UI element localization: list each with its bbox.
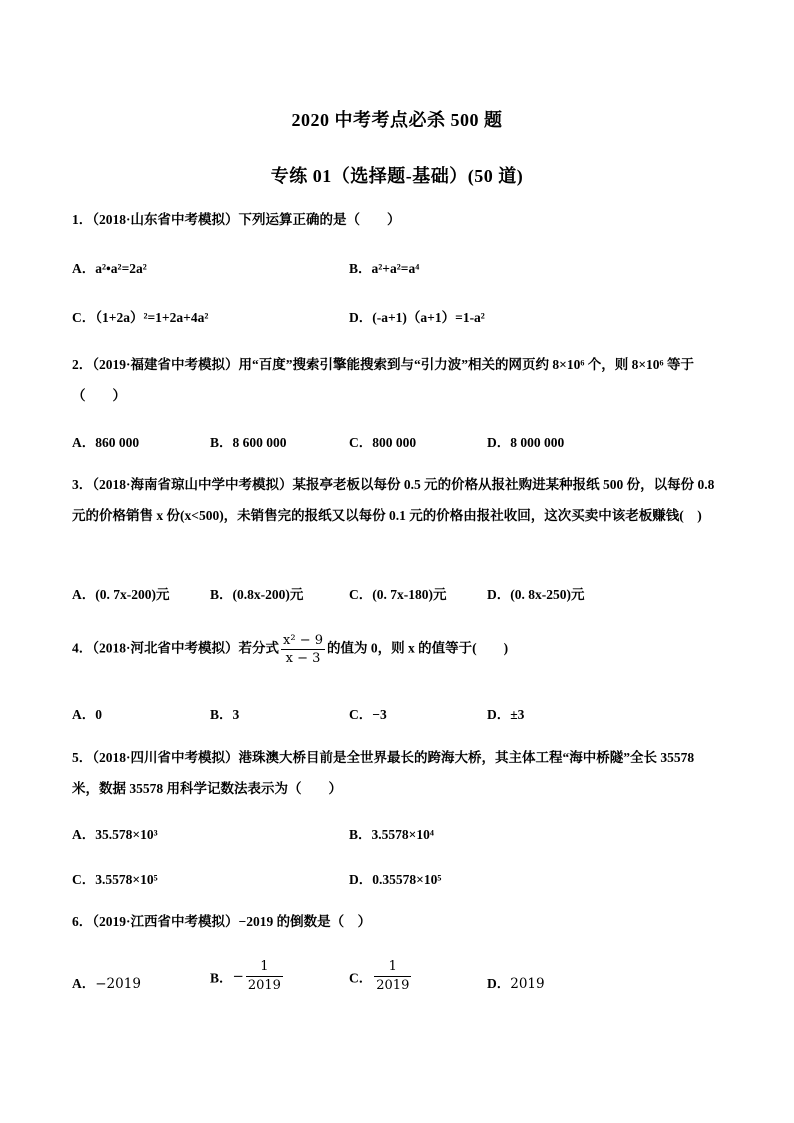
- document-subtitle: 专练 01（选择题-基础）(50 道): [270, 166, 524, 186]
- option-letter: A．: [72, 976, 96, 991]
- question-5-option-d: D．0.35578×10⁵: [349, 872, 442, 887]
- question-2-stem: 2．（2019·福建省中考模拟）用“百度”搜索引擎能搜索到与“引力波”相关的网页约 8×10⁶ 个，则 8×10⁶ 等于（ ）: [72, 357, 694, 403]
- question-4-fraction: [281, 632, 325, 667]
- question-4-option-d: D．±3: [487, 707, 525, 722]
- question-4-stem-post: 的值为 0，则 x 的值等于( ): [327, 640, 509, 656]
- option-letter: B．: [210, 970, 233, 986]
- question-6-option-d: [487, 972, 545, 992]
- option-fraction: [374, 958, 411, 995]
- fraction-denominator: 2019: [376, 978, 410, 993]
- option-value: 2019: [510, 976, 545, 992]
- question-5-stem: 5．（2018·四川省中考模拟）港珠澳大桥目前是全世界最长的跨海大桥，其主体工程“海中桥隧”全长 35578 米，数据 35578 用科学记数法表示为（ ）: [72, 750, 695, 796]
- question-5-option-a: A．35.578×10³: [72, 827, 158, 842]
- question-1-option-b: B．a²+a²=a⁴: [349, 261, 420, 276]
- question-6-stem: 6．（2019·江西省中考模拟）−2019 的倒数是（ ）: [72, 914, 372, 929]
- option-fraction: [246, 958, 283, 995]
- fraction-denominator: 2019: [247, 978, 281, 993]
- question-6-option-c: [349, 958, 413, 995]
- fraction-denominator: x − 3: [281, 649, 325, 667]
- question-1-option-a: A．a²•a²=2a²: [72, 261, 147, 276]
- question-1-stem: 1．（2018·山东省中考模拟）下列运算正确的是（ ）: [72, 212, 401, 227]
- fraction-numerator: 1: [388, 959, 397, 974]
- question-2-option-b: B．8 600 000: [210, 435, 287, 450]
- question-4-option-b: B．3: [210, 707, 240, 722]
- option-letter: D．: [487, 976, 511, 991]
- question-4-option-c: C．−3: [349, 707, 387, 722]
- question-2-option-c: C．800 000: [349, 435, 417, 450]
- question-6-option-a: [72, 972, 141, 992]
- document-title: 2020 中考考点必杀 500 题: [291, 110, 503, 130]
- fraction-numerator: x² − 9: [283, 633, 323, 648]
- question-3-option-b: B．(0.8x-200)元: [210, 587, 304, 602]
- question-3-option-a: A．(0. 7x-200)元: [72, 587, 170, 602]
- fraction-numerator: 1: [260, 959, 269, 974]
- question-3-option-d: D．(0. 8x-250)元: [487, 587, 585, 602]
- question-1-option-c: C．（1+2a）²=1+2a+4a²: [72, 310, 209, 325]
- question-3-stem: 3．（2018·海南省琼山中学中考模拟）某报亭老板以每份 0.5 元的价格从报社购进某种报纸 500 份，以每份 0.8 元的价格销售 x 份(x<500)，未销售完的报纸又以每份 0.1 元的价格由报社收回，这次买卖中该老板赚钱( ): [72, 477, 715, 523]
- question-4-stem: [72, 632, 722, 667]
- question-4-option-a: A．0: [72, 707, 102, 722]
- question-6-option-b: [210, 958, 285, 995]
- option-value: −2019: [95, 976, 141, 992]
- question-4-stem-pre: 4．（2018·河北省中考模拟）若分式: [72, 640, 280, 656]
- option-letter: C．: [349, 970, 373, 986]
- option-sign: −: [232, 968, 244, 985]
- question-1-option-d: D．(-a+1)（a+1）=1-a²: [349, 310, 485, 325]
- question-2-option-d: D．8 000 000: [487, 435, 565, 450]
- question-2-option-a: A．860 000: [72, 435, 140, 450]
- question-5-option-c: C．3.5578×10⁵: [72, 872, 158, 887]
- question-3-option-c: C．(0. 7x-180)元: [349, 587, 447, 602]
- question-5-option-b: B．3.5578×10⁴: [349, 827, 434, 842]
